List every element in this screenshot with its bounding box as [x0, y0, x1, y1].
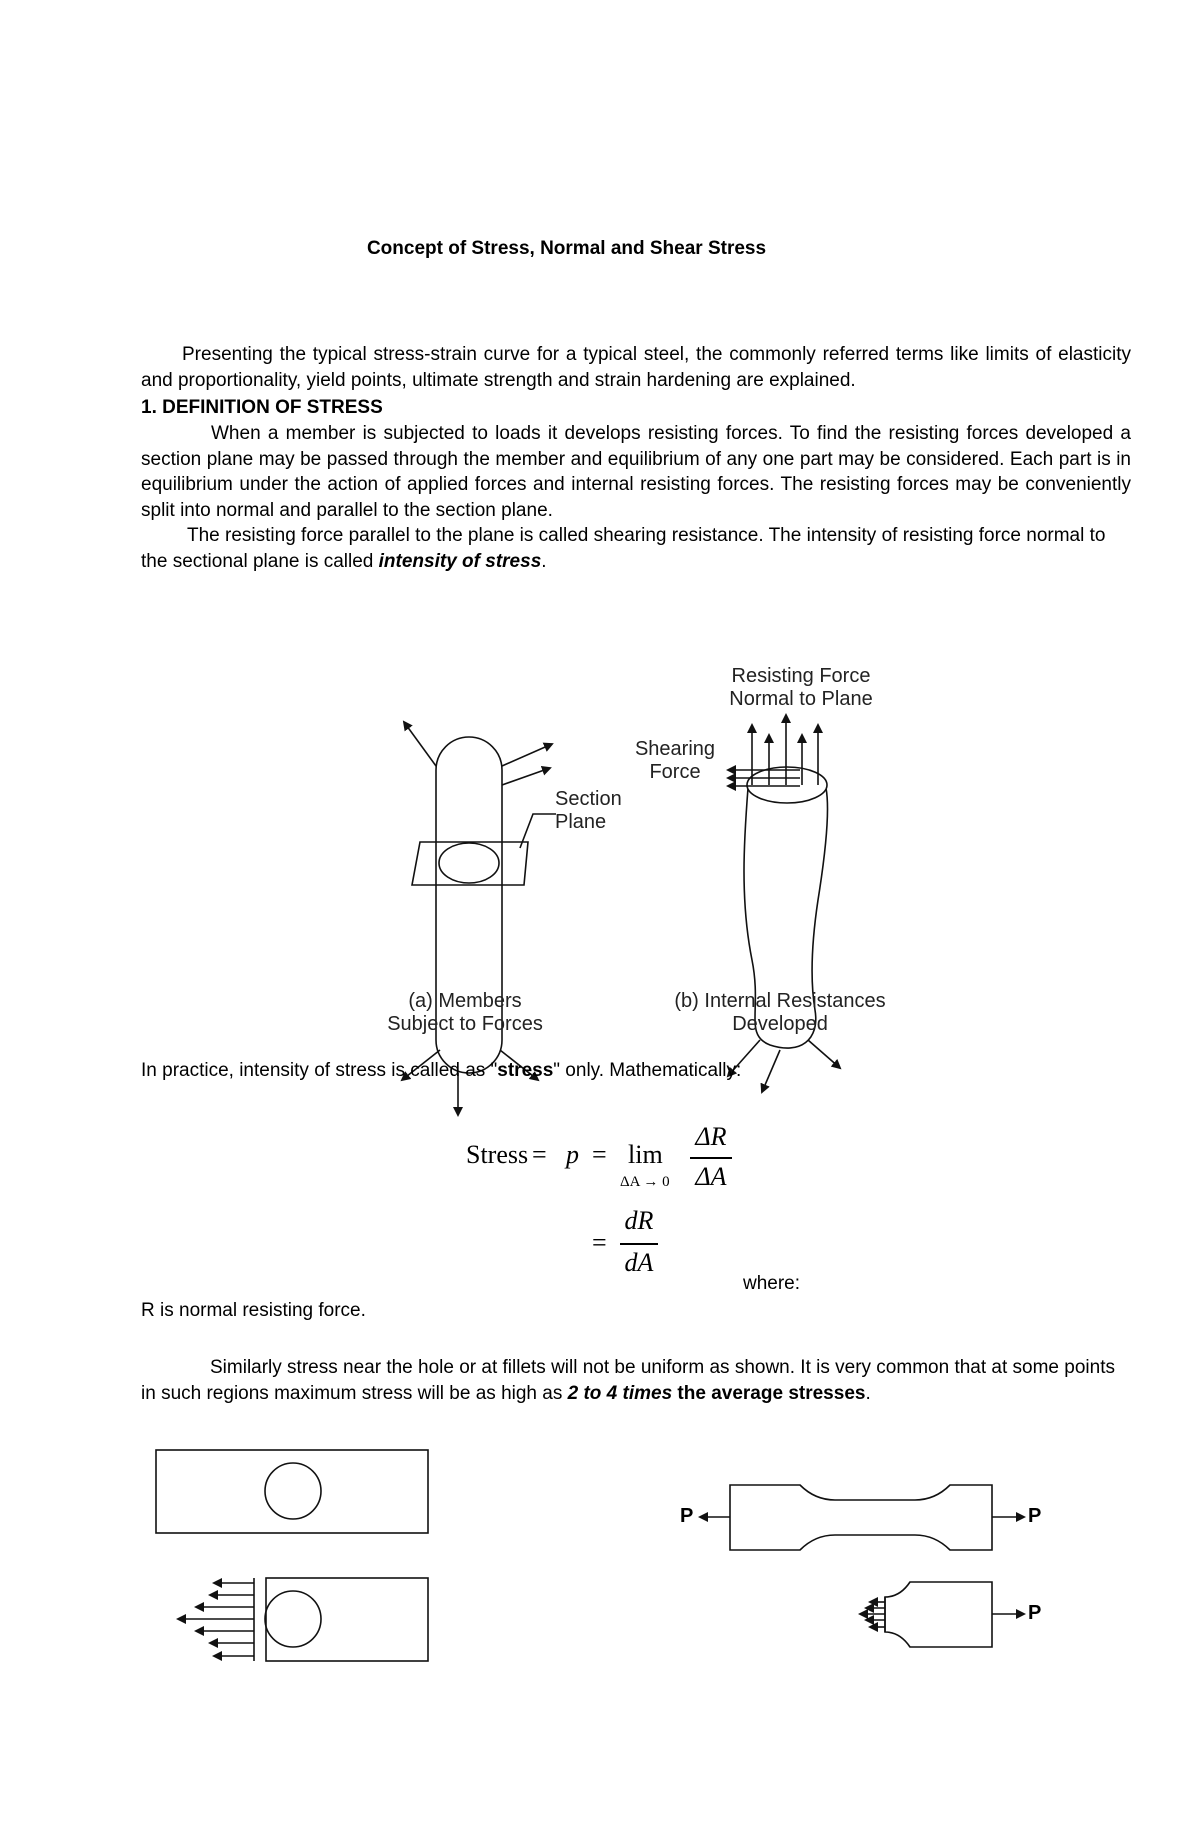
equals-sign-3: =	[592, 1228, 607, 1257]
intro-text: Presenting the typical stress-strain curve for a typical steel, the commonly referred terms like limits of elasticity and proportionality, yield points, ultimate strength and strain hardening are explained.	[141, 344, 1131, 391]
fillet-stress-arrows	[860, 1597, 885, 1632]
figure-b-caption-line1: (b) Internal Resistances	[674, 990, 886, 1012]
section-plane-line2: Plane	[555, 811, 607, 833]
where-label: where:	[743, 1273, 801, 1294]
stress-word: Stress	[466, 1140, 529, 1169]
shearing-force-line1: Shearing	[634, 738, 716, 760]
hole-section	[265, 1591, 321, 1647]
shearing-text: The resisting force parallel to the plane is called shearing resistance. The intensity of resisting force normal to the sectional plane is called	[141, 525, 1106, 572]
average-stresses-emph: the average stresses	[672, 1382, 866, 1404]
half-filleted-bar	[885, 1582, 992, 1647]
p-right-label: P	[1028, 1505, 1042, 1527]
intensity-of-stress-emph: intensity of stress	[378, 550, 542, 572]
lim-subscript: ΔA → 0	[620, 1174, 670, 1190]
p-bottom-label: P	[1028, 1602, 1042, 1624]
shearing-force-line2: Force	[649, 761, 701, 783]
r-definition: R is normal resisting force.	[141, 1300, 366, 1321]
practice-text-before: In practice, intensity of stress is called as "	[141, 1060, 498, 1081]
denominator-da: dA	[624, 1248, 654, 1277]
similarly-text: Similarly stress near the hole or at fillets will not be uniform as shown. It is very common that at some points in such regions maximum stress will be as high as	[141, 1357, 1115, 1404]
figure-b-caption-line2: Developed	[732, 1013, 828, 1035]
definition-text: When a member is subjected to loads it develops resisting forces. To find the resisting forces developed a section plane may be passed through the member and equilibrium of any one part may be considered. Each part is in equilibrium under the action of applied forces and internal resisting forces. The resisting forces may be conveniently split into normal and parallel to the section plane.	[141, 423, 1131, 521]
numerator-delta-r: ΔR	[695, 1122, 727, 1151]
figure-a-caption-line2: Subject to Forces	[387, 1013, 543, 1035]
practice-text-after: " only. Mathematically:	[553, 1060, 742, 1081]
resisting-force-line1: Resisting Force	[731, 665, 871, 687]
figure-a-caption-line1: (a) Members	[408, 990, 522, 1012]
filleted-bar	[730, 1485, 992, 1550]
numerator-dr: dR	[624, 1206, 654, 1235]
two-to-four-times-emph: 2 to 4 times	[567, 1382, 673, 1404]
denominator-delta-a: ΔA	[695, 1162, 727, 1191]
section-heading: 1. DEFINITION OF STRESS	[141, 397, 383, 418]
lim-operator: lim	[628, 1140, 663, 1169]
hole	[265, 1463, 321, 1519]
p-left-label: P	[680, 1505, 694, 1527]
equals-sign-1: =	[532, 1140, 547, 1169]
period: .	[541, 550, 547, 572]
page-title: Concept of Stress, Normal and Shear Stress	[366, 238, 767, 259]
equals-sign-2: =	[592, 1140, 607, 1169]
p-symbol: p	[566, 1140, 579, 1169]
stress-distribution-arrows	[178, 1578, 254, 1661]
resisting-force-line2: Normal to Plane	[729, 688, 873, 710]
stress-emph: stress	[497, 1060, 554, 1081]
section-plane-line1: Section	[555, 788, 622, 810]
similarly-period: .	[865, 1382, 871, 1404]
